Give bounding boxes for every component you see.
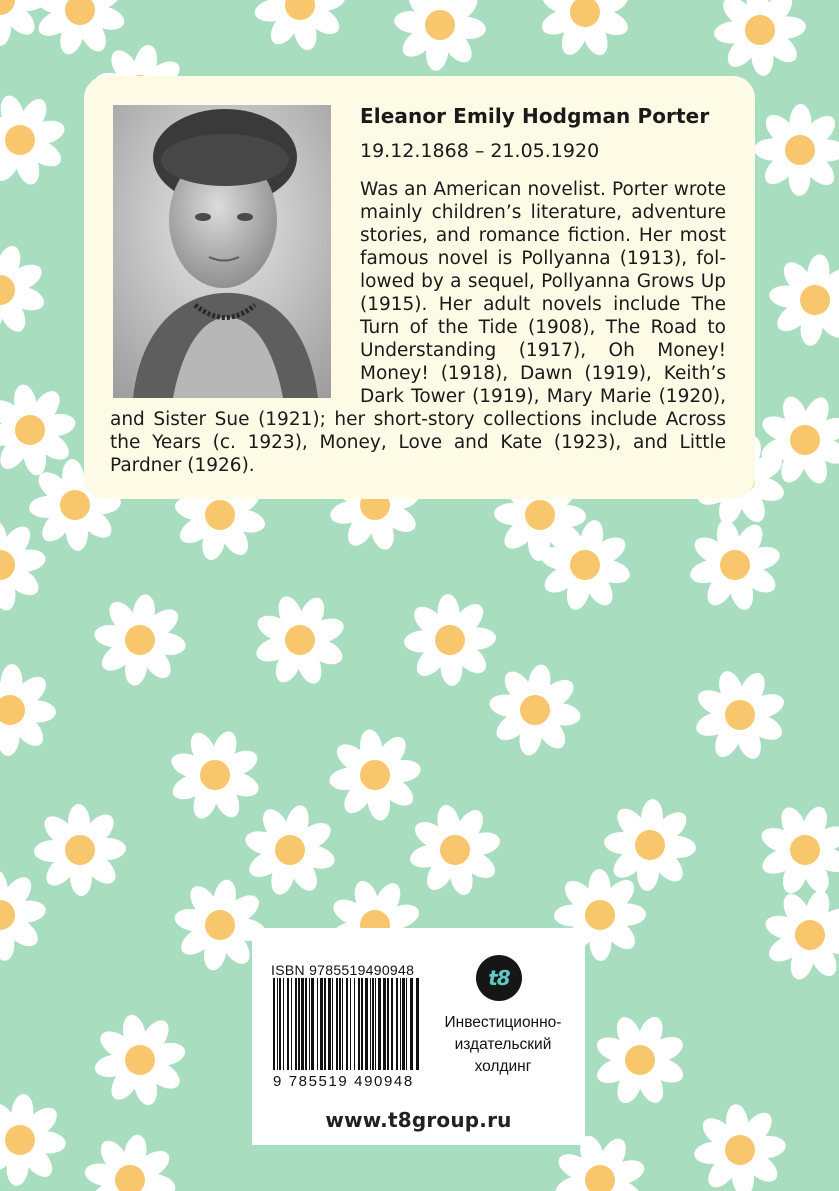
barcode-bar [396,978,398,1070]
isbn-label: ISBN 9785519490948 [271,962,415,978]
barcode-bar [273,978,275,1070]
barcode-bar [339,978,341,1070]
barcode-bar [336,978,338,1070]
barcode-bar [402,978,405,1070]
daisy-flower-icon [403,593,496,686]
barcode-bar [375,978,376,1070]
barcode-bar [370,978,371,1070]
barcode-bar [391,978,393,1070]
daisy-flower-icon [253,0,348,52]
daisy-flower-icon [693,668,787,762]
barcode-bar [358,978,360,1070]
daisy-flower-icon [593,1013,687,1107]
daisy-flower-icon [0,93,67,188]
daisy-flower-icon [603,798,696,891]
daisy-flower-icon [408,803,503,898]
barcode-icon [271,978,421,1078]
barcode-bar [301,978,304,1070]
daisy-flower-icon [0,663,57,756]
barcode-bar [298,978,300,1070]
daisy-flower-icon [763,888,839,983]
daisy-flower-icon [328,728,422,822]
daisy-flower-icon [0,518,47,612]
daisy-flower-icon [758,803,839,897]
barcode-bar [295,978,297,1070]
author-bio-card [84,76,755,499]
barcode-bar [287,978,289,1070]
daisy-flower-icon [713,0,807,77]
barcode-bar [283,978,284,1070]
daisy-flower-icon [0,0,46,46]
barcode-bar [361,978,363,1070]
barcode-bar [406,978,407,1070]
daisy-flower-icon [83,1133,178,1191]
daisy-flower-icon [0,868,47,962]
barcode-bar [309,978,310,1070]
barcode-bar [317,978,318,1070]
biography-text: Was an American novelist. Porter wrote mainly children’s literature, adventure stories, and romance fiction. Her most famous novel is Pollyanna (1913), followed by a sequel, Pollyanna Grows Up (1915). Her adult novels include The Turn of the Tide (1908), The Road to Understanding (1917), Oh Money! Money! (1918), Dawn (1919), Keith’s Dark Tower (1919), Mary Marie (1920), and Sister Sue (1921); her short-story collections include Across the Years (c. 1923), Money, Love and Kate (1923), and Little Pardner (1926). [110,179,726,476]
daisy-flower-icon [488,663,582,757]
author-name: Eleanor Emily Hodgman Porter [360,104,710,128]
barcode-bar [346,978,348,1070]
barcode-bar [372,978,374,1070]
daisy-flower-icon [243,803,338,898]
publisher-url-link[interactable]: www.t8group.ru [325,1108,512,1132]
daisy-flower-icon [168,728,262,822]
daisy-flower-icon [0,383,77,477]
publisher-logo-icon [476,955,522,1001]
daisy-flower-icon [693,1103,787,1191]
barcode-bar [350,978,351,1070]
barcode-bar [332,978,333,1070]
author-biography [110,178,726,477]
daisy-flower-icon [768,253,839,347]
barcode-bar [328,978,331,1070]
barcode-bar [305,978,307,1070]
daisy-flower-icon [688,518,783,613]
barcode-bar [311,978,314,1070]
barcode-bar [365,978,368,1070]
barcode-bar [387,978,389,1070]
portrait-wrap-spacer [110,178,360,406]
barcode-digits: 9 785519 490948 [273,1073,414,1090]
daisy-flower-icon [0,243,47,337]
barcode-bar [378,978,381,1070]
daisy-flower-icon [33,0,127,57]
barcode-bar [400,978,401,1070]
author-life-dates: 19.12.1868 – 21.05.1920 [360,140,600,162]
daisy-flower-icon [393,0,487,72]
barcode-bar [291,978,292,1070]
barcode-panel [252,928,585,1145]
barcode-bar [324,978,326,1070]
daisy-flower-icon [34,804,127,897]
barcode-bar [279,978,281,1070]
barcode-bar [342,978,343,1070]
daisy-flower-icon [93,1013,188,1108]
daisy-flower-icon [0,1093,67,1187]
daisy-flower-icon [93,593,187,687]
barcode-bar [320,978,323,1070]
publisher-name: Инвестиционно-издательский холдинг [444,1014,562,1075]
publisher-logo-text: t8 [488,966,510,990]
barcode-bar [383,978,386,1070]
daisy-flower-icon [253,593,347,687]
barcode-bar [277,978,278,1070]
barcode-bar [410,978,413,1070]
daisy-flower-icon [538,0,632,59]
barcode-bar [416,978,419,1070]
daisy-flower-icon [754,104,839,196]
barcode-bar [354,978,355,1070]
